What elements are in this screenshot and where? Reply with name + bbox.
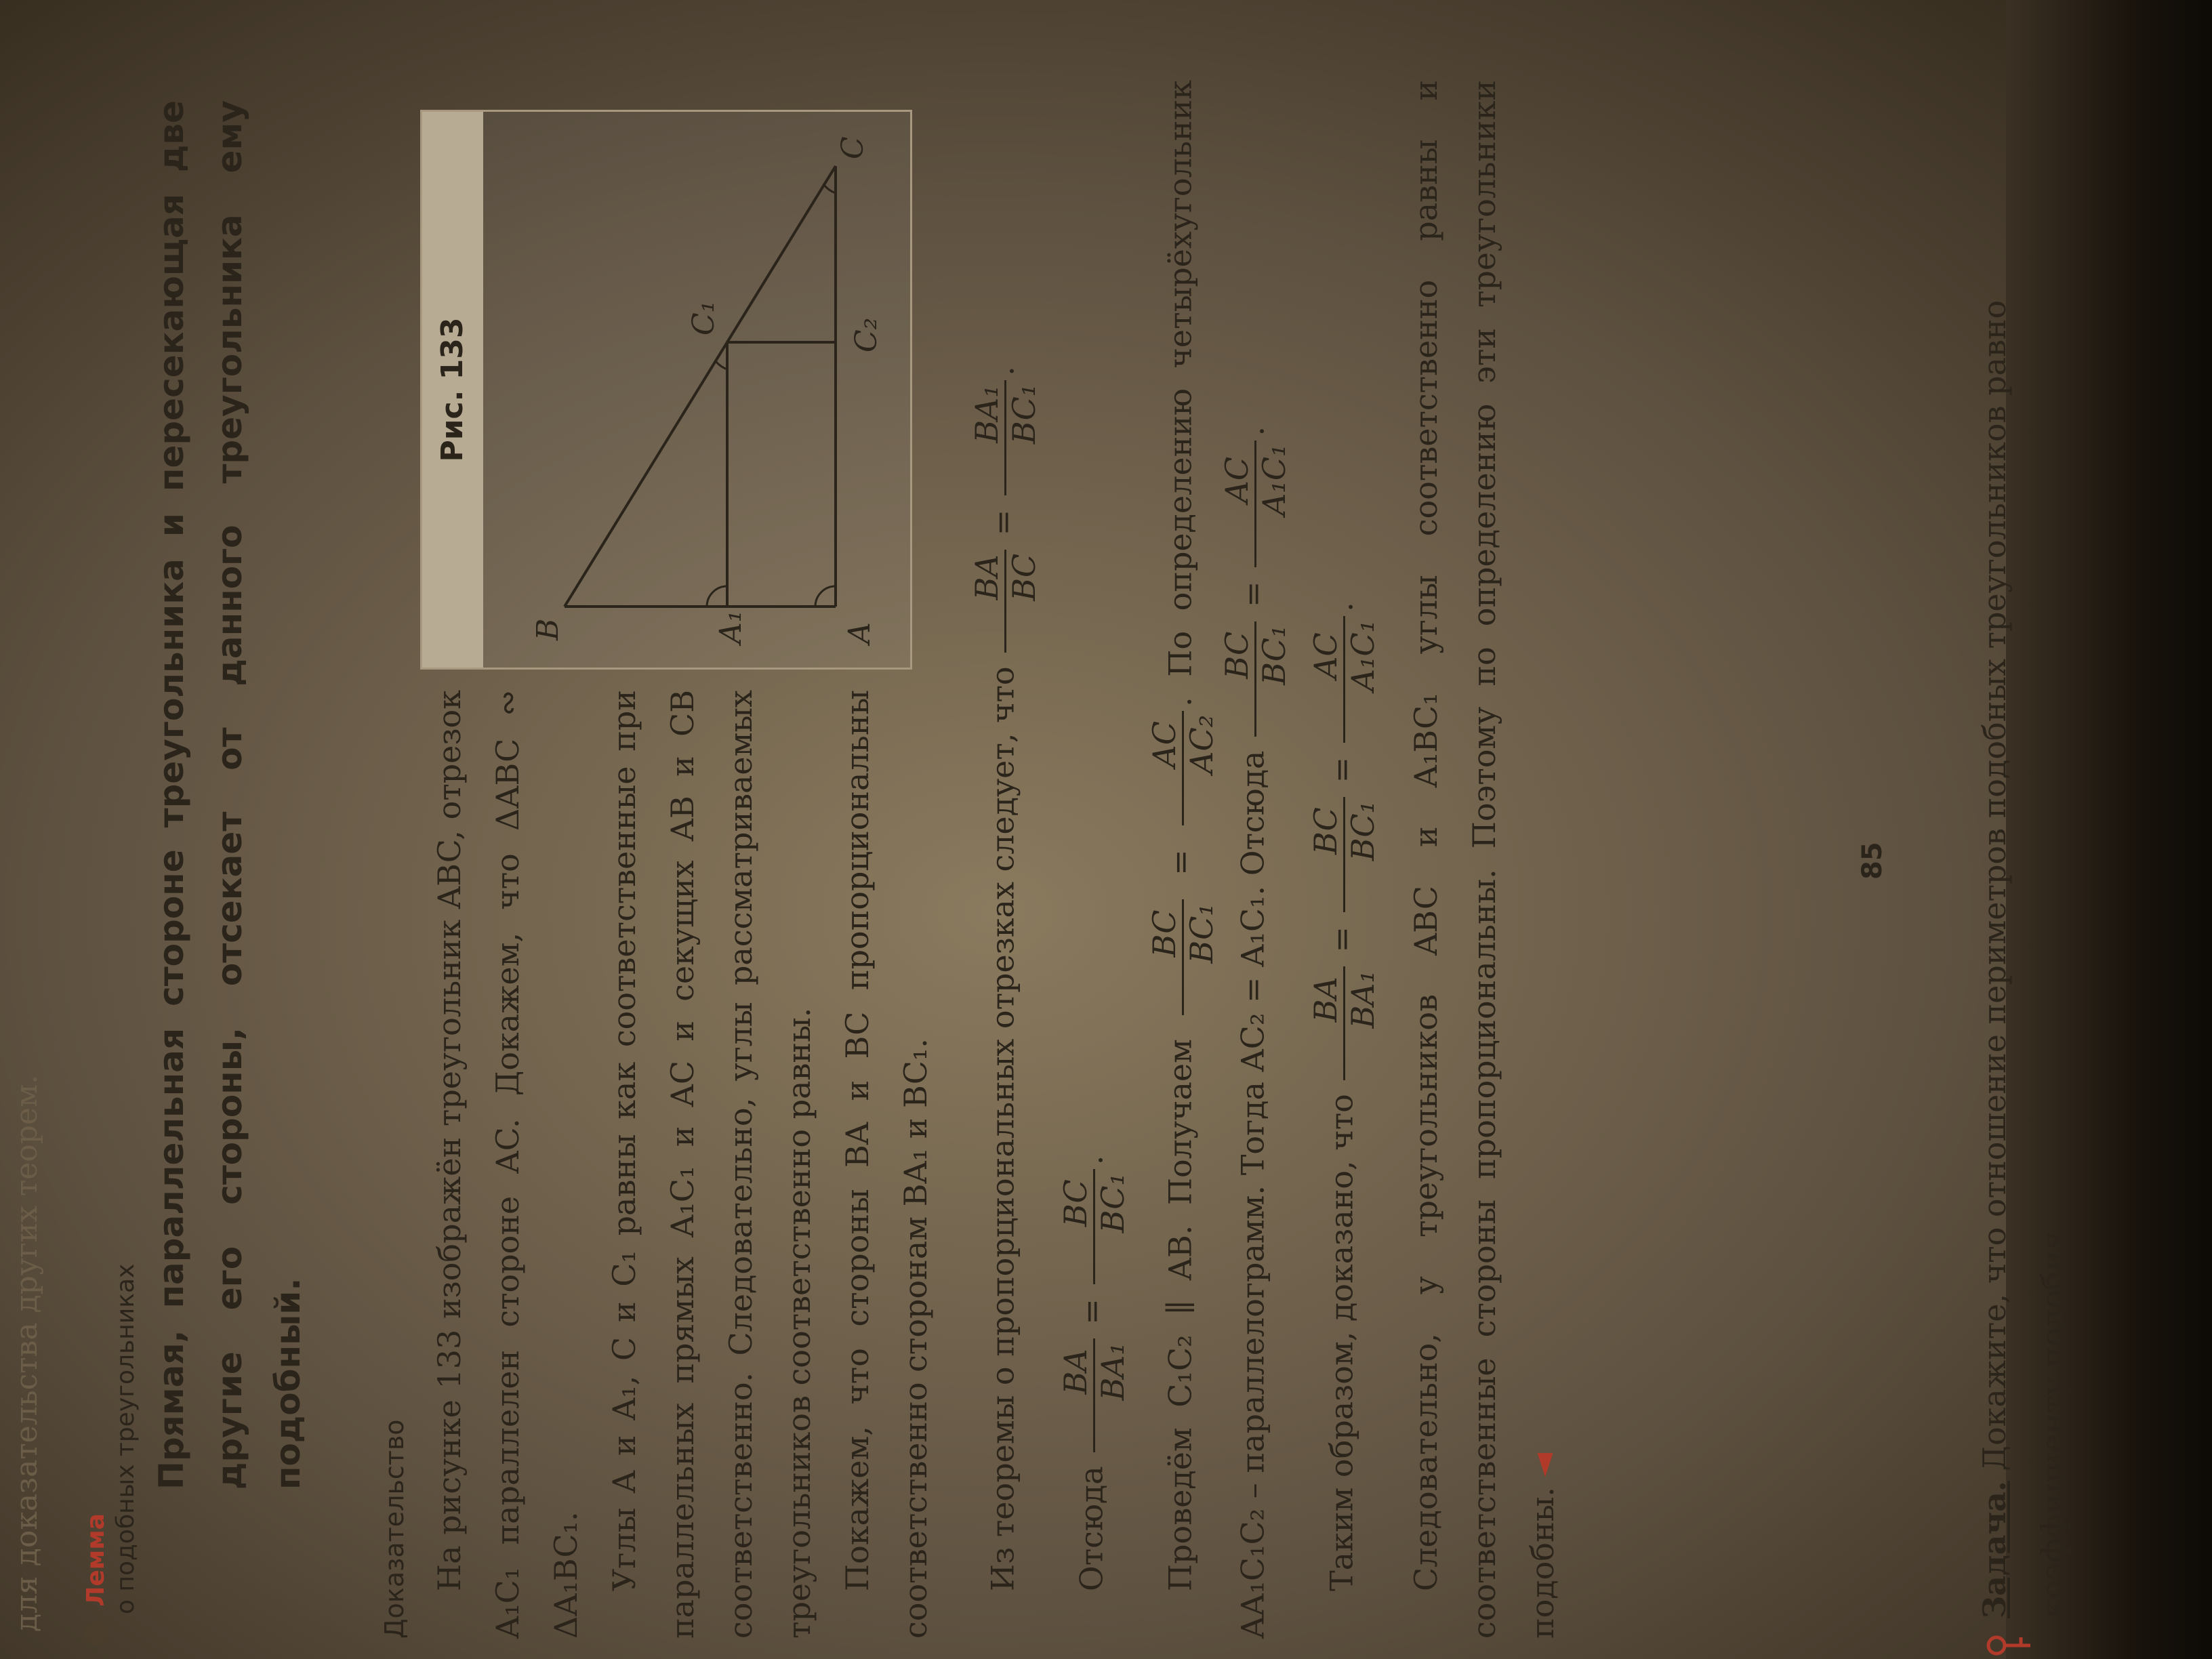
proof-paragraph-4: Из теоремы о пропорциональных отрезках следует, что BA BC = BA₁ BC₁ . bbox=[968, 366, 1042, 1591]
proof-paragraph-2: Углы A и A₁, C и C₁ равны как соответственные при параллельных прямых A₁C₁ и AC и секущих AB и CB соответственно. Следовательно, углы рассматриваемых треугольников соответственно равны. bbox=[606, 690, 817, 1639]
task-text: Докажите, что отношение периметров подобных треугольников равно коэффициенту подобия. bbox=[1976, 300, 2071, 1618]
figure-133 bbox=[420, 110, 912, 670]
fraction-bc-bc1: BC BC₁ bbox=[1058, 1169, 1130, 1284]
figure-title: Рис. 133 bbox=[422, 112, 483, 668]
angle-mark-a1 bbox=[707, 586, 727, 607]
lemma-statement: Прямая, параллельная стороне треугольника и пересекающая две другие его стороны, отсекает от данного треугольника ему подобный. bbox=[152, 100, 308, 1490]
label-c: C bbox=[836, 136, 870, 159]
lemma-label: Лемма bbox=[82, 1513, 110, 1607]
fraction-bc-bc1-4: BC BC₁ bbox=[1308, 797, 1380, 912]
key-icon bbox=[1986, 1632, 2033, 1659]
proof-title: Доказательство bbox=[380, 1419, 409, 1639]
angle-mark-c bbox=[824, 185, 836, 193]
angle-mark-a bbox=[815, 586, 836, 607]
proof-paragraph-8: Следовательно, у треугольников ABC и A₁BC₁ углы соответственно равны и соответственные стороны пропорциональны. Поэтому по определению эти треугольники подобны. ◄ bbox=[1408, 80, 1561, 1639]
label-c2: C₂ bbox=[849, 317, 884, 352]
lemma-header bbox=[81, 1264, 141, 1645]
fraction-ba-ba1: BA BA₁ bbox=[1058, 1338, 1130, 1452]
fraction-bc-bc1-2: BC BC₁ bbox=[1147, 899, 1219, 1015]
angle-mark-c1 bbox=[716, 361, 727, 369]
label-b: B bbox=[531, 618, 565, 640]
proof-column bbox=[420, 690, 945, 1639]
fraction-ba1-bc1: BA₁ BC₁ bbox=[969, 380, 1042, 495]
triangle-diagram bbox=[483, 112, 910, 668]
task-label: Задача. bbox=[1976, 1481, 2013, 1618]
proof-continuation bbox=[969, 80, 1588, 1639]
fraction-ac-a1c1: AC A₁C₁ bbox=[1219, 441, 1292, 567]
lemma-subtitle: о подобных треугольниках bbox=[112, 1263, 140, 1614]
label-c1: C₁ bbox=[687, 300, 721, 335]
previous-text-line: для доказательства других теорем. bbox=[9, 1074, 44, 1632]
proof-paragraph-5: Отсюда BA BA₁ = BC BC₁ . bbox=[1057, 1155, 1131, 1591]
end-of-proof-mark: ◄ bbox=[1524, 1453, 1561, 1477]
label-a1: A₁ bbox=[714, 610, 748, 644]
proof-paragraph-7: Таким образом, доказано, что BA BA₁ = BC BC₁ = AC A₁C₁ . bbox=[1307, 602, 1381, 1591]
fraction-ba-bc: BA BC bbox=[969, 550, 1042, 653]
proof-paragraph-6: Проведём C₁C₂ ∥ AB. Получаем BC BC₁ = AC AC₂ . По определению четырёхугольник AA₁C₁C₂ – параллелограмм. Тогда AC₂ = A₁C₁. Отсюда BC BC₁ = AC A₁C₁ . bbox=[1146, 80, 1292, 1639]
page-number: 85 bbox=[1857, 842, 1888, 880]
proof-paragraph-3: Покажем, что стороны BA и BC пропорциональны соответственно сторонам BA₁ и BC₁. bbox=[839, 690, 934, 1639]
lemma-icon bbox=[85, 1621, 109, 1645]
fraction-bc-bc1-3: BC BC₁ bbox=[1219, 621, 1292, 737]
fraction-ac-ac2: AC AC₂ bbox=[1147, 711, 1219, 825]
fraction-ac-a1c1-2: AC A₁C₁ bbox=[1308, 616, 1380, 743]
side-bc bbox=[565, 166, 836, 607]
fraction-ba-ba1-2: BA BA₁ bbox=[1308, 966, 1380, 1080]
label-a: A bbox=[842, 622, 877, 644]
proof-paragraph-1: На рисунке 133 изображён треугольник ABC, отрезок A₁C₁ параллелен стороне AC. Докажем, что ΔABC ∾ ΔA₁BC₁. bbox=[431, 690, 584, 1639]
task-block bbox=[1965, 94, 2082, 1618]
